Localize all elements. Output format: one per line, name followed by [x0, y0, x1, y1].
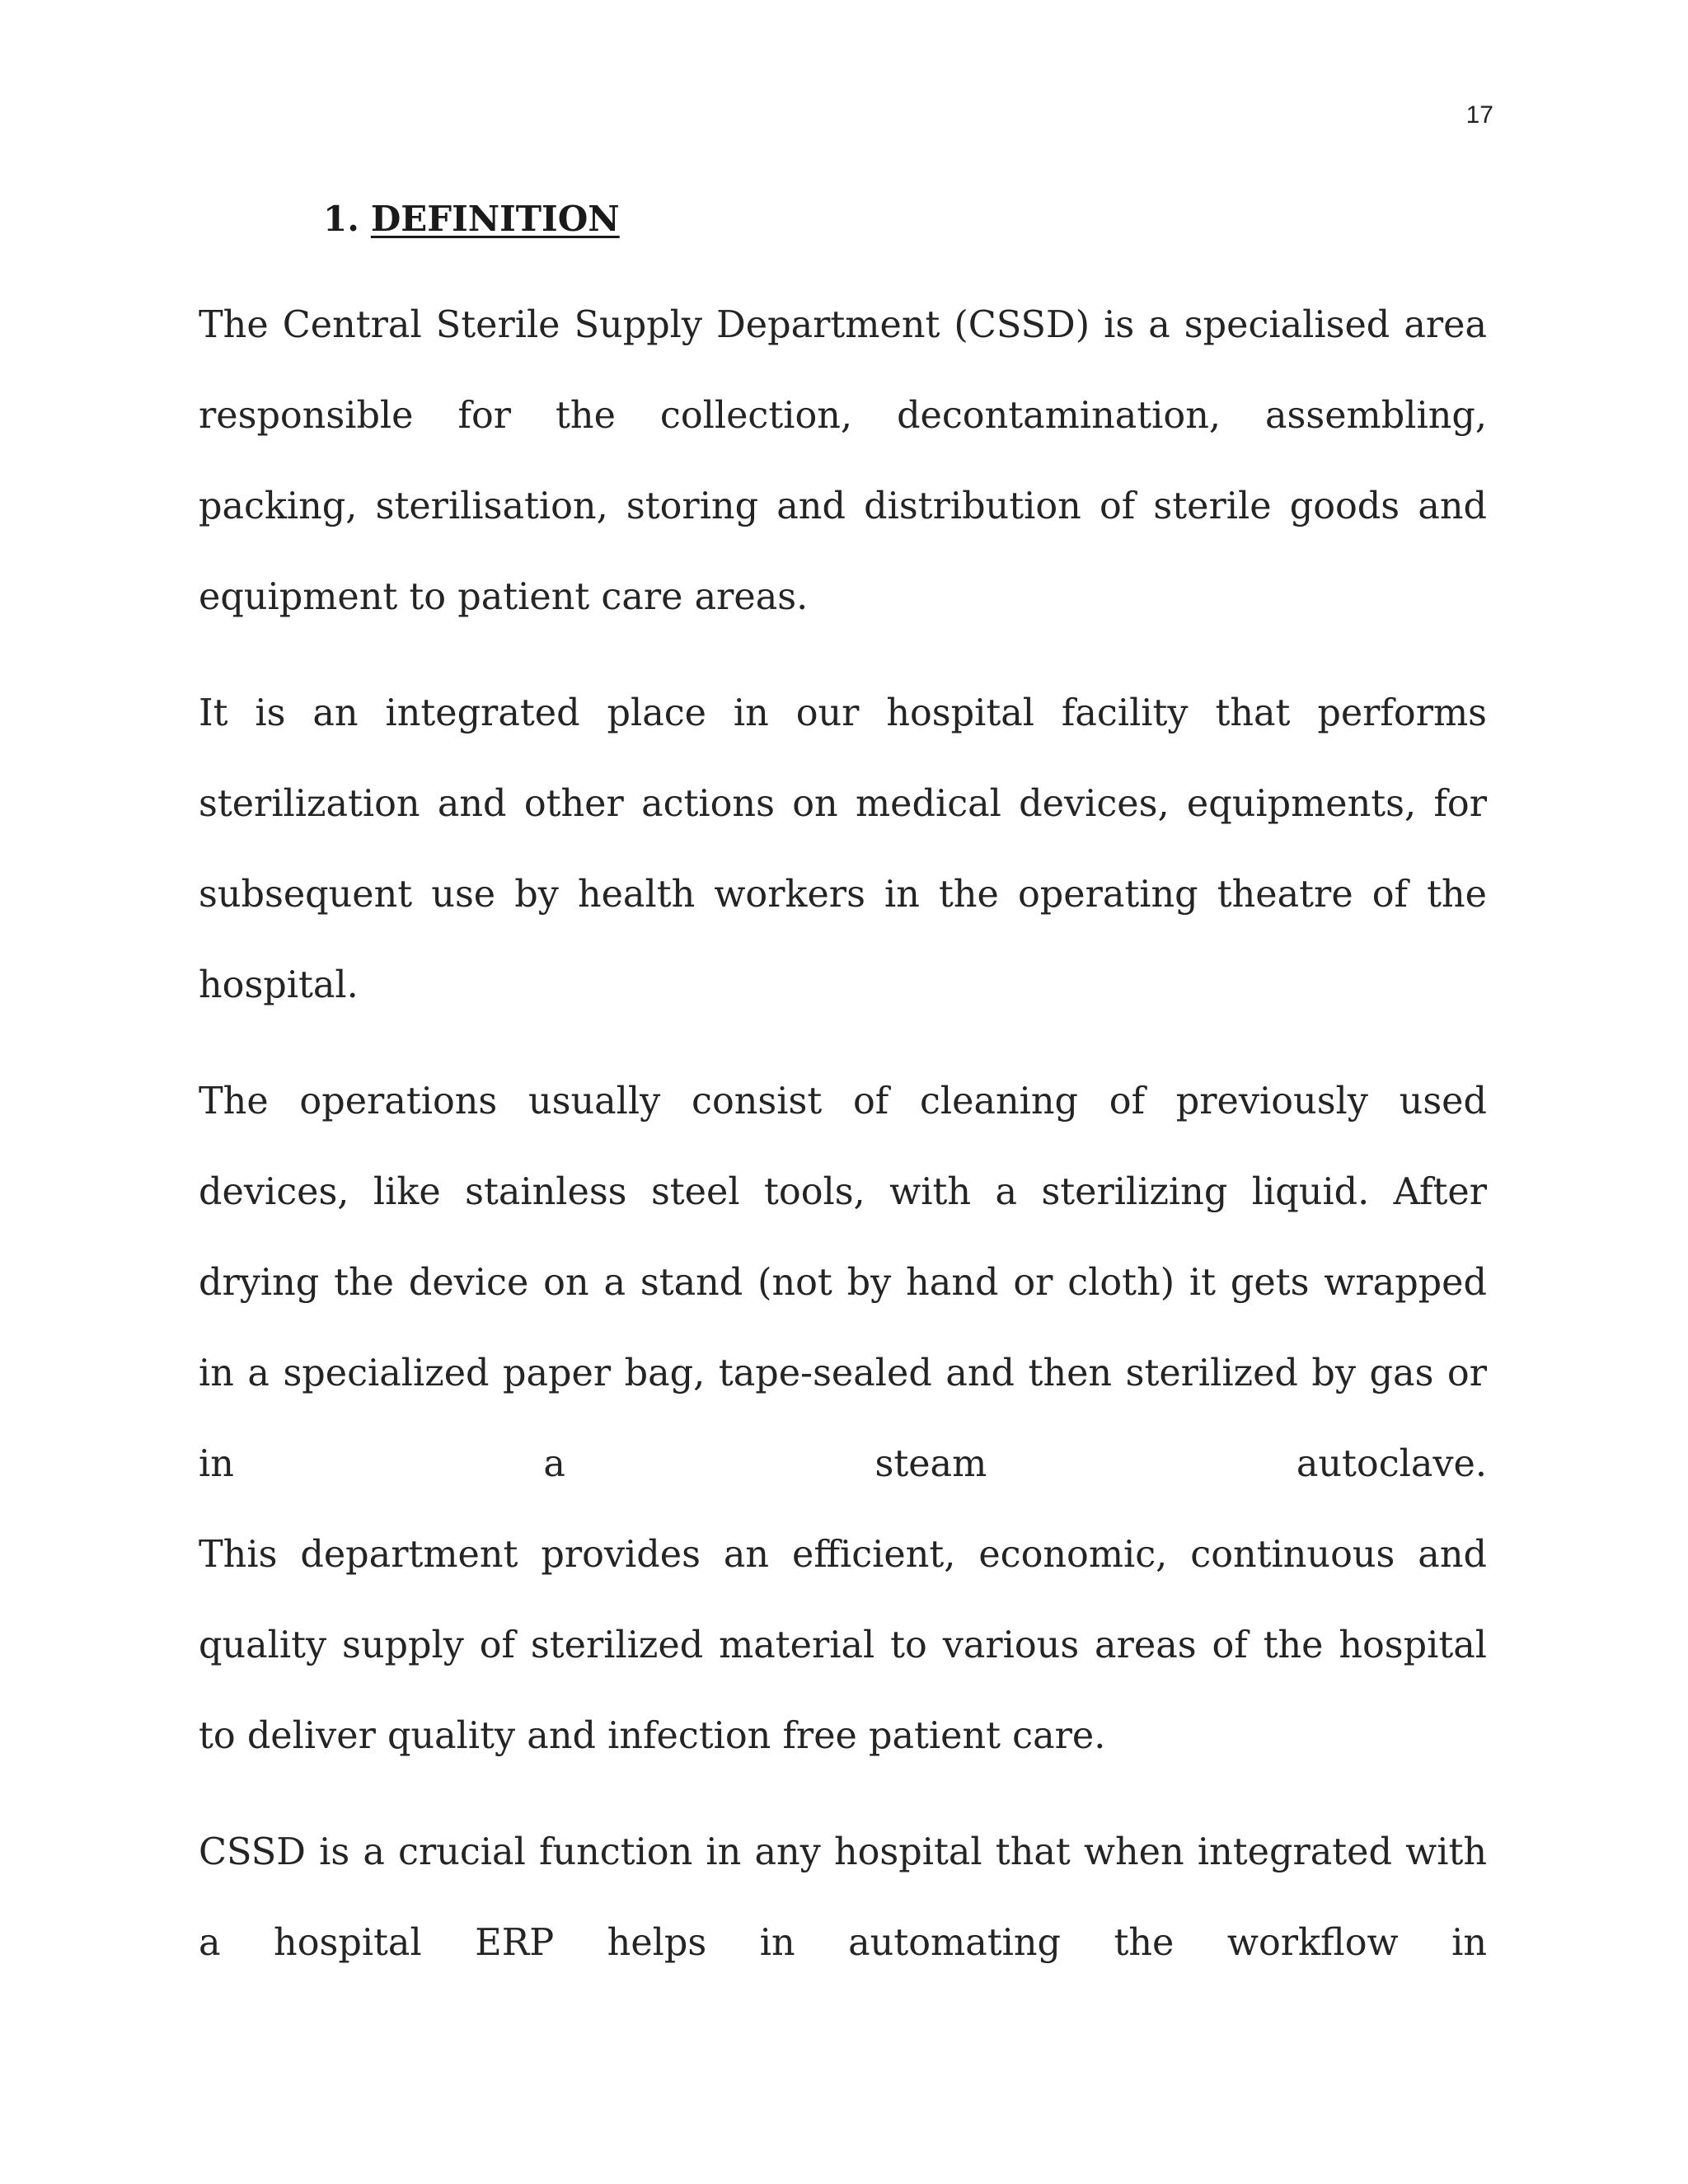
paragraph-department-supply: This department provides an efficient, economic, continuous and quality supply of sterilized material to various areas of the hospital to deliver quality and infection free patient care. [199, 1534, 1487, 1757]
section-title: DEFINITION [370, 199, 620, 239]
paragraph-integrated-place: It is an integrated place in our hospital facility that performs sterilization and other actions on medical devices, equipments, for subsequent use by health workers in the operating theatre of the hospital. [199, 692, 1487, 1006]
section-number: 1. [323, 199, 359, 239]
paragraph-operations: The operations usually consist of cleaning of previously used devices, like stainless steel tools, with a sterilizing liquid. After drying the device on a stand (not by hand or cloth) it gets wrapped in a specialized paper bag, tape-sealed and then sterilized by gas or in a steam autoclave. [199, 1080, 1487, 1485]
section-heading [323, 196, 620, 242]
body-text [199, 280, 1487, 1989]
page-number: 17 [1465, 101, 1493, 129]
paragraph-cssd-erp: CSSD is a crucial function in any hospital that when integrated with a hospital ERP helps in automating the workflow in [199, 1831, 1487, 1964]
paragraph-cssd-definition: The Central Sterile Supply Department (CSSD) is a specialised area responsible for the collection, decontamination, assembling, packing, sterilisation, storing and distribution of sterile goods and equipment to patient care areas. [199, 304, 1487, 618]
